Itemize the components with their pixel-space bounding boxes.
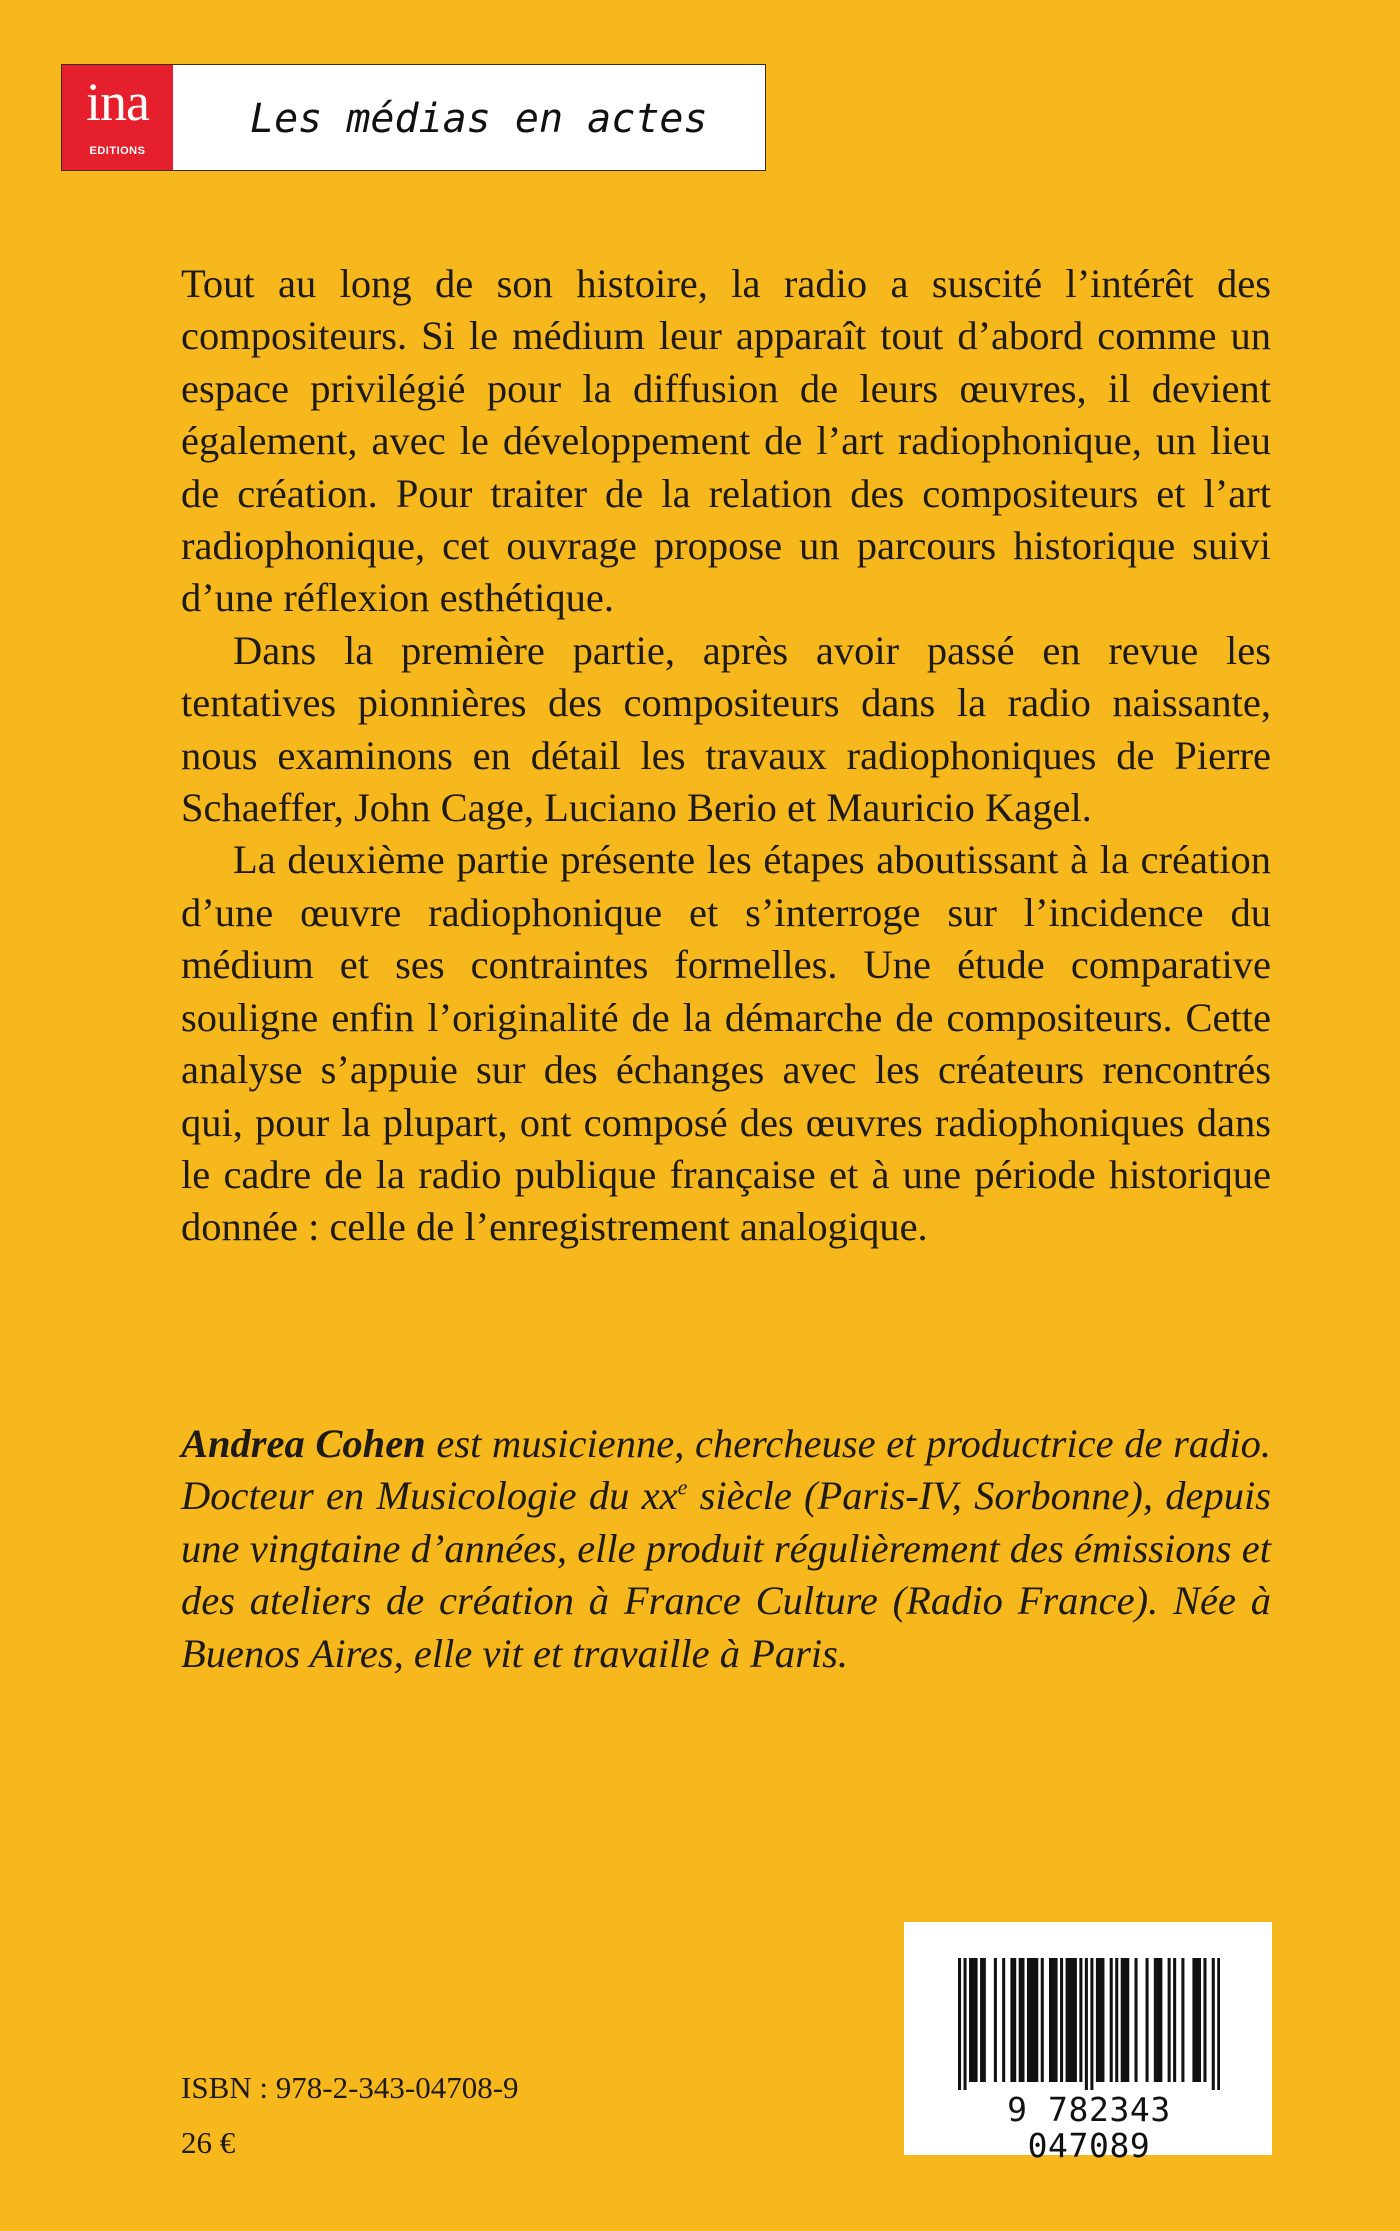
barcode-bar: [1154, 1958, 1157, 2082]
barcode-bar: [1203, 1958, 1206, 2082]
barcode-bar: [1013, 1958, 1016, 2082]
barcode-bar: [1030, 1958, 1033, 2082]
barcode-bar: [1049, 1958, 1052, 2082]
barcode-bar: [1192, 1958, 1195, 2082]
barcode-bar: [1101, 1958, 1104, 2082]
barcode-bar: [1181, 1958, 1184, 2082]
barcode-bar: [1032, 1958, 1035, 2082]
barcode-bar: [1027, 1958, 1030, 2082]
barcode-bar: [975, 1958, 978, 2082]
barcode-bar: [1010, 1958, 1013, 2082]
barcode-bar: [1096, 1958, 1099, 2082]
barcode-bar: [1035, 1958, 1038, 2082]
barcode-bar: [1079, 1958, 1082, 2082]
barcode-digits: 9 782343 047089: [1007, 2090, 1171, 2165]
barcode-bar: [958, 1958, 961, 2090]
barcode-bar: [1060, 1958, 1063, 2082]
barcode-bar: [1002, 1958, 1005, 2082]
series-banner: [61, 64, 766, 171]
barcode-bar: [1021, 1958, 1024, 2082]
barcode-bar: [1217, 1958, 1220, 2090]
barcode-bar: [983, 1958, 986, 2082]
barcode-bar: [1110, 1958, 1113, 2082]
barcode-bar: [1121, 1958, 1124, 2082]
summary-paragraph: Dans la première partie, après avoir passé en revue les tentatives pionnières des compositeurs dans la radio naissante, nous examinons en détail les travaux radiophoniques de Pierre Schaeffer, John Cage, Luciano Berio et Mauricio Kagel.: [181, 627, 1271, 831]
barcode-bar: [1066, 1958, 1069, 2082]
author-name: Andrea Cohen: [181, 1421, 426, 1466]
price: 26 €: [181, 2125, 236, 2160]
barcode-bar: [1041, 1958, 1044, 2082]
logo-wordmark: ina: [86, 72, 149, 132]
series-title: Les médias en actes: [250, 96, 708, 142]
barcode-bar: [1168, 1958, 1171, 2082]
barcode-bar: [1055, 1958, 1058, 2082]
barcode-bar: [1115, 1958, 1118, 2082]
bio-text-start: est musicienne, chercheuse et productrice de radio. Docteur en Musicologie du xx: [181, 1421, 1272, 1519]
barcode-bar: [1019, 1958, 1022, 2082]
barcode-bar: [1212, 1958, 1215, 2090]
barcode-bar: [1052, 1958, 1055, 2082]
barcode-bar: [1126, 1958, 1129, 2082]
barcode-bar: [980, 1958, 983, 2082]
summary-paragraph: La deuxième partie présente les étapes aboutissant à la création d’une œuvre radiophonique et s’interroge sur l’incidence du médium et ses contraintes formelles. Une étude comparative souligne enfin l’originalité de la démarche de compositeurs. Cette analyse s’appuie sur des échanges avec les créateurs rencontrés qui, pour la plupart, ont composé des œuvres radiophoniques dans le cadre de la radio publique française et à une période historique donnée : celle de l’enregistrement analogique.: [181, 837, 1271, 1250]
century-superscript: e: [677, 1474, 688, 1500]
barcode-bar: [1173, 1958, 1176, 2082]
ina-editions-logo: [62, 65, 173, 170]
barcode-bar: [1068, 1958, 1071, 2082]
author-bio: [181, 1418, 1271, 1680]
barcode-bar: [964, 1958, 967, 2090]
barcode-bar: [994, 1958, 997, 2082]
book-summary: [181, 258, 1271, 1254]
barcode-bar: [1146, 1958, 1149, 2082]
barcode-bar: [972, 1958, 975, 2082]
barcode-bar: [1198, 1958, 1201, 2082]
barcode-bars: [958, 1958, 1220, 2090]
bio-text-end: siècle (Paris-IV, Sorbonne), depuis une vingtaine d’années, elle produit régulièrement des émissions et des ateliers de création à France Culture (Radio France). Née à Buenos Aires, elle vit et travaille à Paris.: [181, 1473, 1271, 1676]
barcode-bar: [1071, 1958, 1074, 2082]
barcode-bar: [1157, 1958, 1160, 2082]
barcode-bar: [1195, 1958, 1198, 2082]
barcode-bar: [1135, 1958, 1138, 2082]
isbn: ISBN : 978-2-343-04708-9: [181, 2070, 519, 2105]
barcode-bar: [1074, 1958, 1077, 2082]
barcode-bar: [1159, 1958, 1162, 2082]
barcode-bar: [1123, 1958, 1126, 2082]
barcode-bar: [1090, 1958, 1093, 2090]
barcode-bar: [1099, 1958, 1102, 2082]
barcode: [904, 1922, 1272, 2165]
summary-paragraph: Tout au long de son histoire, la radio a suscité l’intérêt des compositeurs. Si le médium leur apparaît tout d’abord comme un espace privilégié pour la diffusion de leurs œuvres, il devient également, avec le développement de l’art radiophonique, un lieu de création. Pour traiter de la relation des compositeurs et l’art radiophonique, cet ouvrage propose un parcours historique suivi d’une réflexion esthétique.: [181, 261, 1271, 621]
logo-subtext: EDITIONS: [89, 145, 146, 157]
barcode-bar: [969, 1958, 972, 2082]
barcode-bar: [1085, 1958, 1088, 2090]
